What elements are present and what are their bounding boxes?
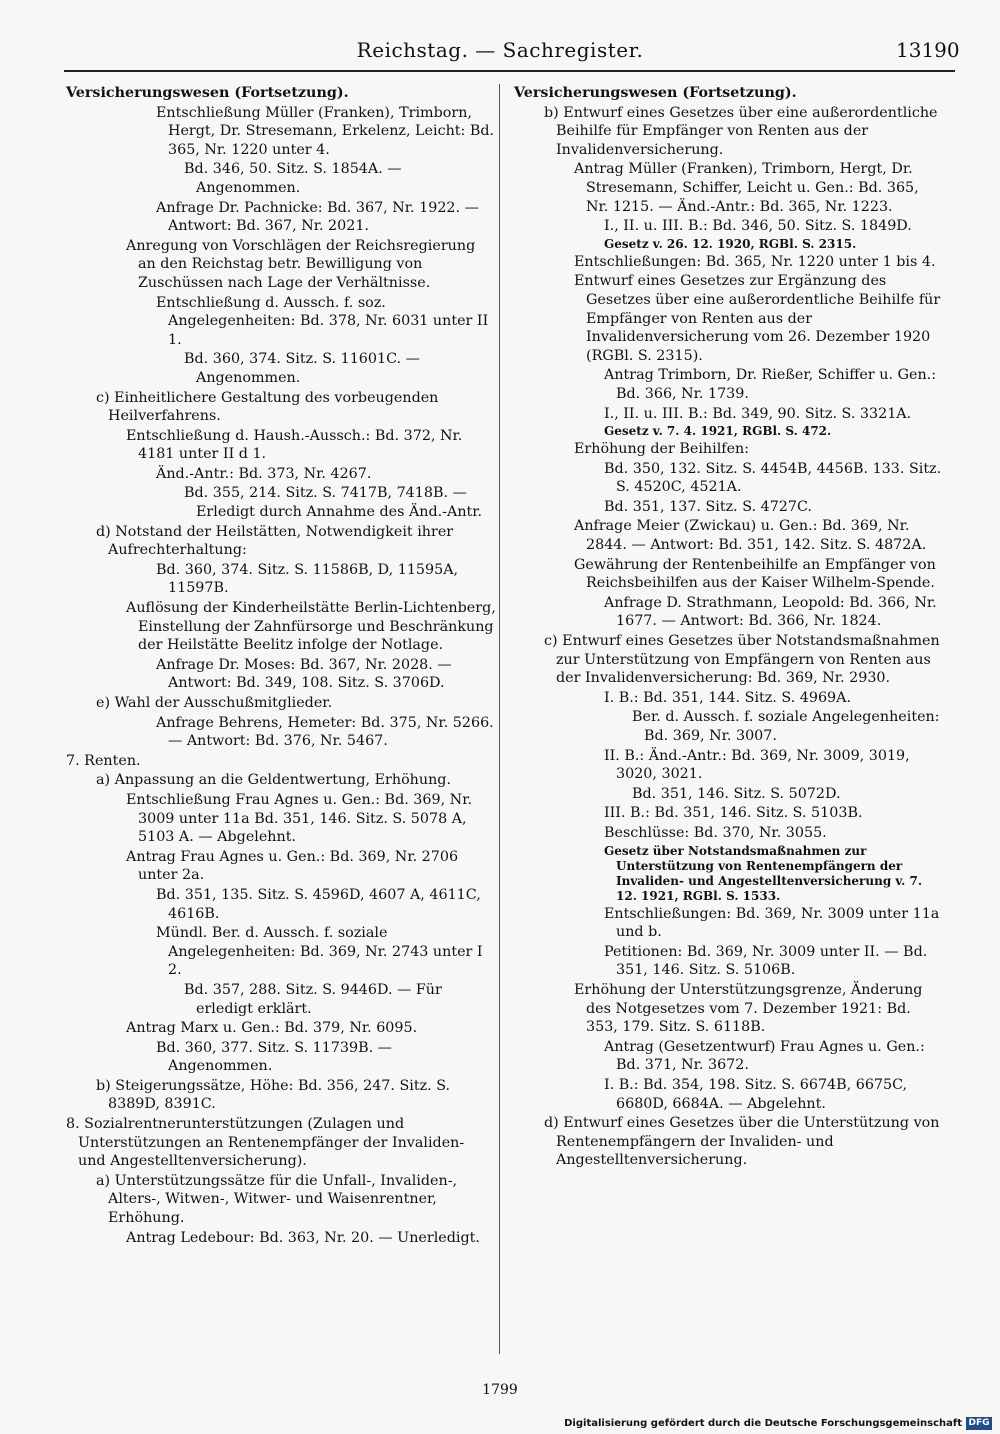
index-entry: Entschließung Frau Agnes u. Gen.: Bd. 369, Nr. 3009 unter 11a Bd. 351, 146. Sitz. S. 5078 A, 5103 A. — Abgelehnt. <box>126 791 473 846</box>
index-entry: Anfrage Meier (Zwickau) u. Gen.: Bd. 369, Nr. 2844. — Antwort: Bd. 351, 142. Sitz. S. 4872A. <box>574 518 927 554</box>
index-entry: Entschließung d. Haush.-Aussch.: Bd. 372, Nr. 4181 unter II d 1. <box>126 427 463 463</box>
index-entry: Gewährung der Rentenbeihilfe an Empfänger von Reichsbeihilfen aus der Kaiser Wilhelm-Spende. <box>574 556 936 592</box>
index-entry: a) Unterstützungssätze für die Unfall-, Invaliden-, Alters-, Witwen-, Witwer- und Waisenrentner, Erhöhung. <box>96 1172 458 1227</box>
index-entry: Anregung von Vorschlägen der Reichsregierung an den Reichstag betr. Bewilligung von Zuschüssen nach Lage der Verhältnisse. <box>126 237 476 291</box>
index-entry: III. B.: Bd. 351, 146. Sitz. S. 5103B. <box>604 805 863 822</box>
index-entry: Entschließungen: Bd. 369, Nr. 3009 unter 11a und b. <box>604 905 940 941</box>
index-entry: Anfrage Behrens, Hemeter: Bd. 375, Nr. 5266. — Antwort: Bd. 376, Nr. 5467. <box>156 714 494 750</box>
index-entry: Änd.-Antr.: Bd. 373, Nr. 4267. <box>156 465 372 482</box>
index-entry: Entschließung Müller (Franken), Trimborn, Hergt, Dr. Stresemann, Erkelenz, Leicht: Bd. 365, Nr. 1220 unter 4. <box>156 104 495 158</box>
index-entry: Gesetz v. 7. 4. 1921, RGBl. S. 472. <box>604 424 832 439</box>
index-entry: d) Notstand der Heilstätten, Notwendigkeit ihrer Aufrechterhaltung: <box>96 523 454 559</box>
index-entry: Erhöhung der Beihilfen: <box>574 441 750 458</box>
index-entry: Erhöhung der Unterstützungsgrenze, Änderung des Notgesetzes vom 7. Dezember 1921: Bd. 353, 179. Sitz. S. 6118B. <box>574 981 923 1036</box>
index-entry: c) Einheitlichere Gestaltung des vorbeugenden Heilverfahrens. <box>96 389 439 425</box>
index-entry: 7. Renten. <box>66 752 141 769</box>
column-divider <box>499 84 500 1354</box>
index-entry: Antrag Müller (Franken), Trimborn, Hergt, Dr. Stresemann, Schiffer, Leicht u. Gen.: Bd. 365, Nr. 1215. — Änd.-Antr.: Bd. 365, Nr. 1223. <box>574 161 919 215</box>
footer-page-number: 1799 <box>482 1382 518 1398</box>
digitization-credit: Digitalisierung gefördert durch die Deutsche Forschungsgemeinschaft <box>564 1418 962 1429</box>
index-entry: c) Entwurf eines Gesetzes über Notstandsmaßnahmen zur Unterstützung von Empfängern von Renten aus der Invalidenversicherung: Bd. 369, Nr. 2930. <box>544 633 940 687</box>
dfg-logo: DFG <box>966 1417 992 1430</box>
index-entry: Versicherungswesen (Fortsetzung). <box>514 85 797 101</box>
index-entry: e) Wahl der Ausschußmitglieder. <box>96 695 333 711</box>
index-entry: Entschließung d. Aussch. f. soz. Angelegenheiten: Bd. 378, Nr. 6031 unter II 1. <box>156 294 489 348</box>
index-entry: 8. Sozialrentnerunterstützungen (Zulagen und Unterstützungen an Rentenempfänger der Invaliden- und Angestelltenversicherung). <box>66 1116 465 1170</box>
index-entry: I. B.: Bd. 351, 144. Sitz. S. 4969A. <box>604 689 852 706</box>
index-entry: Gesetz über Notstandsmaßnahmen zur Unterstützung von Rentenempfängern der Invaliden- und Angestelltenversicherung v. 7. 12. 1921, RGBl. S. 1533. <box>604 843 923 903</box>
index-entry: Entschließungen: Bd. 365, Nr. 1220 unter 1 bis 4. <box>574 253 936 270</box>
index-entry: Bd. 357, 288. Sitz. S. 9446D. — Für erledigt erklärt. <box>184 981 442 1017</box>
header-divider <box>64 70 955 72</box>
index-entry: Auflösung der Kinderheilstätte Berlin-Lichtenberg, Einstellung der Zahnfürsorge und Beschränkung der Heilstätte Beelitz infolge der Notlage. <box>126 600 496 654</box>
index-entry: Anfrage D. Strathmann, Leopold: Bd. 366, Nr. 1677. — Antwort: Bd. 366, Nr. 1824. <box>604 594 937 630</box>
left-column <box>66 84 496 1248</box>
index-entry: Ber. d. Aussch. f. soziale Angelegenheiten: Bd. 369, Nr. 3007. <box>632 709 940 744</box>
index-entry: Beschlüsse: Bd. 370, Nr. 3055. <box>604 824 827 841</box>
index-entry: Mündl. Ber. d. Aussch. f. soziale Angelegenheiten: Bd. 369, Nr. 2743 unter I 2. <box>156 925 483 979</box>
index-entry: b) Steigerungssätze, Höhe: Bd. 356, 247. Sitz. S. 8389D, 8391C. <box>96 1077 451 1113</box>
index-entry: Bd. 351, 146. Sitz. S. 5072D. <box>632 785 841 802</box>
index-entry: Bd. 360, 374. Sitz. S. 11601C. — Angenommen. <box>184 351 420 386</box>
index-entry: Bd. 346, 50. Sitz. S. 1854A. — Angenommen. <box>184 161 402 196</box>
index-entry: Versicherungswesen (Fortsetzung). <box>66 85 349 101</box>
right-column <box>514 84 944 1171</box>
index-entry: Entwurf eines Gesetzes zur Ergänzung des Gesetzes über eine außerordentliche Beihilfe für Empfänger von Renten aus der Invalidenversicherung vom 26. Dezember 1920 (RGBl. S. 2315). <box>574 273 941 364</box>
index-entry: Bd. 350, 132. Sitz. S. 4454B, 4456B. 133. Sitz. S. 4520C, 4521A. <box>604 460 942 496</box>
index-entry: Antrag Trimborn, Dr. Rießer, Schiffer u. Gen.: Bd. 366, Nr. 1739. <box>604 367 937 402</box>
index-entry: Bd. 360, 374. Sitz. S. 11586B, D, 11595A, 11597B. <box>156 561 459 597</box>
index-entry: Bd. 351, 135. Sitz. S. 4596D, 4607 A, 4611C, 4616B. <box>156 886 481 922</box>
index-entry: Antrag Frau Agnes u. Gen.: Bd. 369, Nr. 2706 unter 2a. <box>126 848 459 884</box>
index-entry: Antrag (Gesetzentwurf) Frau Agnes u. Gen.: Bd. 371, Nr. 3672. <box>604 1038 925 1074</box>
index-entry: b) Entwurf eines Gesetzes über eine außerordentliche Beihilfe für Empfänger von Renten aus der Invalidenversicherung. <box>544 104 938 158</box>
index-entry: Petitionen: Bd. 369, Nr. 3009 unter II. — Bd. 351, 146. Sitz. S. 5106B. <box>604 943 928 979</box>
index-entry: II. B.: Änd.-Antr.: Bd. 369, Nr. 3009, 3019, 3020, 3021. <box>604 747 910 783</box>
index-entry: Gesetz v. 26. 12. 1920, RGBl. S. 2315. <box>604 236 857 251</box>
index-entry: I., II. u. III. B.: Bd. 349, 90. Sitz. S. 3321A. <box>604 405 912 422</box>
index-entry: I., II. u. III. B.: Bd. 346, 50. Sitz. S. 1849D. <box>604 218 912 235</box>
index-entry: Bd. 360, 377. Sitz. S. 11739B. — Angenommen. <box>156 1039 392 1075</box>
header-page-number: 13190 <box>896 38 960 62</box>
index-entry: a) Anpassung an die Geldentwertung, Erhöhung. <box>96 772 452 789</box>
index-entry: I. B.: Bd. 354, 198. Sitz. S. 6674B, 6675C, 6680D, 6684A. — Abgelehnt. <box>604 1076 908 1112</box>
index-entry: Anfrage Dr. Pachnicke: Bd. 367, Nr. 1922. — Antwort: Bd. 367, Nr. 2021. <box>156 199 479 235</box>
index-entry: Bd. 355, 214. Sitz. S. 7417B, 7418B. — Erledigt durch Annahme des Änd.-Antr. <box>184 485 483 521</box>
index-entry: Anfrage Dr. Moses: Bd. 367, Nr. 2028. — Antwort: Bd. 349, 108. Sitz. S. 3706D. <box>156 656 452 692</box>
index-entry: Antrag Marx u. Gen.: Bd. 379, Nr. 6095. <box>126 1020 418 1037</box>
index-entry: Antrag Ledebour: Bd. 363, Nr. 20. — Unerledigt. <box>126 1229 480 1246</box>
index-entry: d) Entwurf eines Gesetzes über die Unterstützung von Rentenempfängern der Invaliden- und Angestelltenversicherung. <box>544 1115 940 1169</box>
index-entry: Bd. 351, 137. Sitz. S. 4727C. <box>604 498 812 515</box>
page-title: Reichstag. — Sachregister. <box>356 38 644 62</box>
